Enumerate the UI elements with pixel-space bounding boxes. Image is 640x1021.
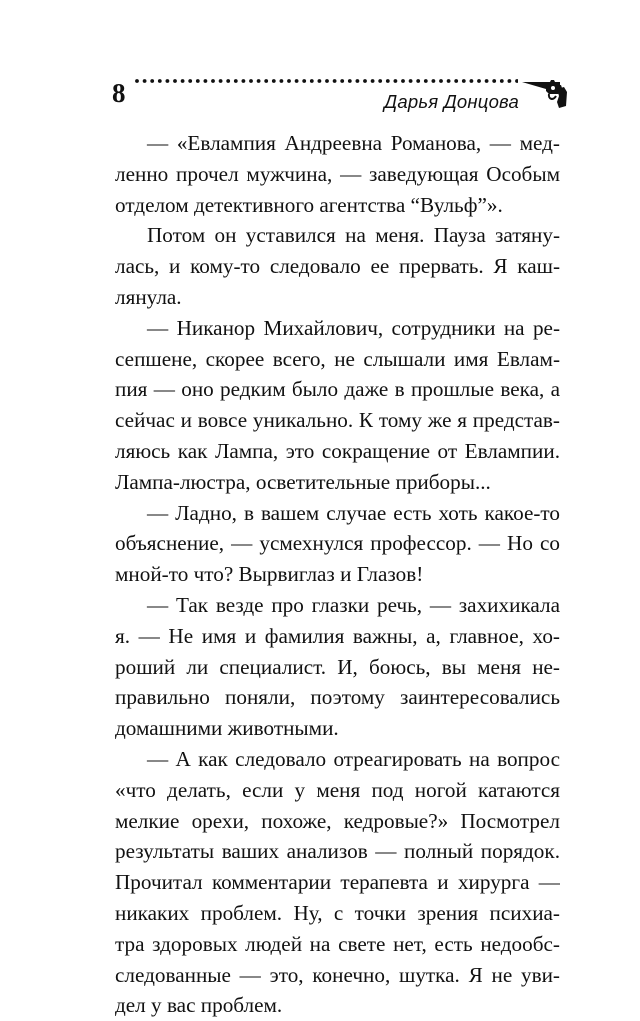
rule-dot	[135, 79, 139, 83]
text-line: результаты ваших анализов — полный порядок.	[115, 839, 560, 864]
rule-dot	[295, 79, 299, 83]
text-line: сепшене, скорее всего, не слышали имя Евлам-	[115, 346, 560, 371]
text-line: лянула.	[115, 284, 182, 309]
rule-dot	[477, 79, 481, 83]
rule-dot	[356, 79, 360, 83]
rule-dot	[500, 79, 504, 83]
text-line: — «Евлампия Андреевна Романова, — мед-	[147, 131, 560, 155]
text-line: никаких проблем. Ну, с точки зрения психиа-	[115, 900, 560, 925]
text-line: «что делать, если у меня под ногой катаются	[115, 777, 560, 802]
text-line: — Ладно, в вашем случае есть хоть какое-то	[147, 500, 560, 525]
rule-dot	[515, 79, 518, 83]
text-line: сейчас и вовсе уникально. К тому же я представ-	[115, 408, 560, 433]
text-line: — Никанор Михайлович, сотрудники на ре-	[147, 315, 560, 340]
rule-dot	[287, 79, 291, 83]
rule-dot	[318, 79, 322, 83]
rule-dot	[386, 79, 390, 83]
rule-dot	[226, 79, 230, 83]
rule-dot	[264, 79, 268, 83]
rule-dot	[378, 79, 382, 83]
book-body-text	[115, 128, 560, 1021]
rule-dot	[173, 79, 177, 83]
rule-dot	[280, 79, 284, 83]
text-line: ляюсь как Лампа, это сокращение от Евлампии.	[115, 438, 560, 463]
text-line: Потом он уставился на меня. Пауза затяну-	[147, 223, 560, 248]
text-line: я. — Не имя и фамилия важны, а, главное, хо-	[115, 623, 560, 648]
rule-dot	[257, 79, 261, 83]
revolver-icon	[520, 74, 568, 112]
rule-dot	[211, 79, 215, 83]
text-line: дел у вас проблем.	[115, 993, 283, 1018]
dotted-header-rule	[134, 75, 518, 87]
text-line: тра здоровых людей на свете нет, есть недообс-	[115, 931, 560, 956]
text-line: отделом детективного агентства “Вульф”».	[115, 192, 503, 217]
rule-dot	[432, 79, 436, 83]
rule-dot	[242, 79, 246, 83]
rule-dot	[394, 79, 398, 83]
text-line: Прочитал комментарии терапевта и хирурга —	[115, 870, 560, 895]
rule-dot	[348, 79, 352, 83]
rule-dot	[454, 79, 458, 83]
text-line: — Так везде про глазки речь, — захихикала	[147, 592, 560, 617]
text-line: мелкие орехи, похоже, кедровые?» Посмотрел	[115, 808, 560, 833]
rule-dot	[462, 79, 466, 83]
rule-dot	[196, 79, 200, 83]
rule-dot	[424, 79, 428, 83]
text-line: объяснение, — усмехнулся профессор. — Но со	[115, 531, 560, 556]
rule-dot	[340, 79, 344, 83]
rule-dot	[166, 79, 170, 83]
text-line: Лампа-люстра, осветительные приборы...	[115, 469, 491, 494]
rule-dot	[409, 79, 413, 83]
rule-dot	[272, 79, 276, 83]
text-line: пия — оно редким было даже в прошлые века, а	[115, 377, 560, 402]
rule-dot	[416, 79, 420, 83]
rule-dot	[371, 79, 375, 83]
rule-dot	[492, 79, 496, 83]
rule-dot	[150, 79, 154, 83]
rule-dot	[302, 79, 306, 83]
rule-dot	[188, 79, 192, 83]
rule-dot	[325, 79, 329, 83]
rule-dot	[204, 79, 208, 83]
rule-dot	[143, 79, 147, 83]
text-line: домашними животными.	[115, 716, 339, 741]
rule-dot	[234, 79, 238, 83]
text-line: правильно поняли, поэтому заинтересовались	[115, 685, 560, 710]
text-line: следованные — это, конечно, шутка. Я не уви-	[115, 962, 560, 987]
text-line: — А как следовало отреагировать на вопрос	[147, 746, 560, 771]
rule-dot	[310, 79, 314, 83]
rule-dot	[181, 79, 185, 83]
rule-dot	[333, 79, 337, 83]
rule-dot	[439, 79, 443, 83]
text-line: роший ли специалист. И, боюсь, вы меня не-	[115, 654, 560, 679]
rule-dot	[363, 79, 367, 83]
rule-dot	[158, 79, 162, 83]
rule-dot	[219, 79, 223, 83]
text-line: лась, и кому-то следовало ее прервать. Я каш-	[115, 254, 560, 279]
rule-dot	[401, 79, 405, 83]
running-head-author: Дарья Донцова	[384, 91, 519, 112]
rule-dot	[485, 79, 489, 83]
text-line: ленно прочел мужчина, — заведующая Особым	[115, 161, 560, 186]
rule-dot	[470, 79, 474, 83]
rule-dot	[447, 79, 451, 83]
text-line: мной-то что? Вырвиглаз и Глазов!	[115, 562, 424, 587]
page-number: 8	[112, 78, 126, 108]
rule-dot	[508, 79, 512, 83]
rule-dot	[249, 79, 253, 83]
